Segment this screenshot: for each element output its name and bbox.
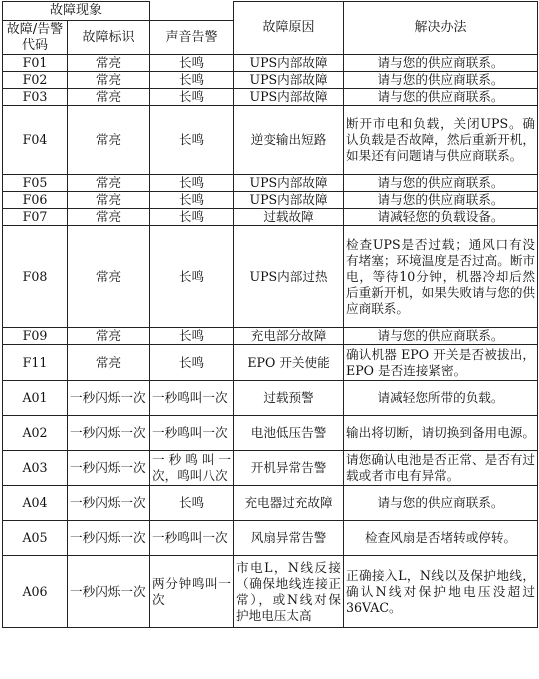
table-row — [3, 209, 538, 226]
table-row — [3, 345, 538, 381]
fault-cause-cell: 电池低压告警 — [234, 416, 344, 451]
fault-code-cell: F04 — [3, 106, 68, 175]
fault-indicator-cell: 常亮 — [68, 226, 150, 328]
fault-cause-cell: UPS内部故障 — [234, 72, 344, 89]
solution-cell: 请与您的供应商联系。 — [344, 89, 538, 106]
fault-indicator-cell: 常亮 — [68, 209, 150, 226]
fault-indicator-cell: 常亮 — [68, 175, 150, 192]
solution-cell: 断开市电和负载，关闭UPS。确认负载是否故障，然后重新开机，如果还有问题请与供应商联系。 — [344, 106, 538, 175]
solution-cell: 正确接入L，N线以及保护地线，确认N线对保护地电压没超过36VAC。 — [344, 556, 538, 628]
audible-alarm-cell: 长鸣 — [150, 106, 234, 175]
table-row — [3, 416, 538, 451]
audible-alarm-cell: 长鸣 — [150, 209, 234, 226]
solution-cell: 请减轻您所带的负载。 — [344, 381, 538, 416]
fault-indicator-cell: 一秒闪烁一次 — [68, 486, 150, 521]
audible-alarm-cell: 一秒鸣叫一次，鸣叫八次 — [150, 451, 234, 486]
table-row — [3, 556, 538, 628]
header-row-1 — [3, 2, 538, 21]
fault-indicator-cell: 常亮 — [68, 55, 150, 72]
fault-cause-cell: 充电器过充故障 — [234, 486, 344, 521]
fault-cause-cell: UPS内部故障 — [234, 175, 344, 192]
fault-cause-cell: 开机异常告警 — [234, 451, 344, 486]
header-empty — [150, 2, 234, 21]
table-body — [3, 55, 538, 628]
fault-cause-cell: UPS内部过热 — [234, 226, 344, 328]
fault-code-table — [2, 1, 538, 628]
audible-alarm-cell: 两分钟鸣叫一次 — [150, 556, 234, 628]
header-fault-phenomenon: 故障现象 — [3, 2, 150, 21]
table-row — [3, 381, 538, 416]
fault-code-cell: A01 — [3, 381, 68, 416]
solution-cell: 请与您的供应商联系。 — [344, 486, 538, 521]
fault-code-cell: F05 — [3, 175, 68, 192]
fault-indicator-cell: 常亮 — [68, 106, 150, 175]
table-row — [3, 89, 538, 106]
fault-cause-cell: UPS内部故障 — [234, 89, 344, 106]
fault-cause-cell: 充电部分故障 — [234, 328, 344, 345]
fault-code-cell: F01 — [3, 55, 68, 72]
fault-cause-cell: EPO 开关使能 — [234, 345, 344, 381]
fault-code-cell: F11 — [3, 345, 68, 381]
fault-cause-cell: 风扇异常告警 — [234, 521, 344, 556]
solution-cell: 请与您的供应商联系。 — [344, 72, 538, 89]
audible-alarm-cell: 长鸣 — [150, 175, 234, 192]
audible-alarm-cell: 长鸣 — [150, 72, 234, 89]
header-solution: 解决办法 — [344, 2, 538, 55]
fault-indicator-cell: 常亮 — [68, 345, 150, 381]
solution-cell: 请与您的供应商联系。 — [344, 175, 538, 192]
table-row — [3, 521, 538, 556]
fault-indicator-cell: 常亮 — [68, 192, 150, 209]
fault-code-cell: F06 — [3, 192, 68, 209]
fault-cause-cell: 市电L，N线反接（确保地线连接正常），或N线对保护地电压太高 — [234, 556, 344, 628]
audible-alarm-cell: 长鸣 — [150, 89, 234, 106]
table-row — [3, 72, 538, 89]
fault-indicator-cell: 一秒闪烁一次 — [68, 556, 150, 628]
fault-code-cell: F09 — [3, 328, 68, 345]
audible-alarm-cell: 一秒鸣叫一次 — [150, 416, 234, 451]
table-row — [3, 55, 538, 72]
audible-alarm-cell: 长鸣 — [150, 55, 234, 72]
fault-cause-cell: UPS内部故障 — [234, 192, 344, 209]
solution-cell: 输出将切断，请切换到备用电源。 — [344, 416, 538, 451]
solution-cell: 请与您的供应商联系。 — [344, 55, 538, 72]
fault-indicator-cell: 一秒闪烁一次 — [68, 451, 150, 486]
fault-code-cell: F08 — [3, 226, 68, 328]
fault-code-cell: A04 — [3, 486, 68, 521]
solution-cell: 请与您的供应商联系。 — [344, 192, 538, 209]
fault-code-cell: A05 — [3, 521, 68, 556]
audible-alarm-cell: 长鸣 — [150, 328, 234, 345]
fault-code-cell: F03 — [3, 89, 68, 106]
header-fault-indicator: 故障标识 — [68, 21, 150, 55]
fault-indicator-cell: 一秒闪烁一次 — [68, 416, 150, 451]
audible-alarm-cell: 一秒鸣叫一次 — [150, 521, 234, 556]
audible-alarm-cell: 一秒鸣叫一次 — [150, 381, 234, 416]
fault-code-cell: F02 — [3, 72, 68, 89]
header-fault-code: 故障/告警代码 — [3, 21, 68, 55]
fault-cause-cell: 过载预警 — [234, 381, 344, 416]
solution-cell: 请与您的供应商联系。 — [344, 328, 538, 345]
table-row — [3, 175, 538, 192]
table-row — [3, 106, 538, 175]
fault-code-cell: A06 — [3, 556, 68, 628]
table-row — [3, 486, 538, 521]
fault-cause-cell: 逆变输出短路 — [234, 106, 344, 175]
fault-code-cell: A03 — [3, 451, 68, 486]
solution-cell: 请减轻您的负载设备。 — [344, 209, 538, 226]
fault-cause-cell: UPS内部故障 — [234, 55, 344, 72]
table-row — [3, 451, 538, 486]
fault-indicator-cell: 常亮 — [68, 328, 150, 345]
fault-indicator-cell: 一秒闪烁一次 — [68, 521, 150, 556]
solution-cell: 请您确认电池是否正常、是否有过载或者市电有异常。 — [344, 451, 538, 486]
table-row — [3, 192, 538, 209]
audible-alarm-cell: 长鸣 — [150, 345, 234, 381]
fault-code-cell: A02 — [3, 416, 68, 451]
fault-indicator-cell: 一秒闪烁一次 — [68, 381, 150, 416]
solution-cell: 检查风扇是否堵转或停转。 — [344, 521, 538, 556]
table-row — [3, 328, 538, 345]
header-fault-cause: 故障原因 — [234, 2, 344, 55]
fault-cause-cell: 过载故障 — [234, 209, 344, 226]
fault-indicator-cell: 常亮 — [68, 72, 150, 89]
table-row — [3, 226, 538, 328]
solution-cell: 检查UPS是否过载；通风口有没有堵塞；环境温度是否过高。断市电，等待10分钟，机器冷却后然后重新开机，如果失败请与您的供应商联系。 — [344, 226, 538, 328]
solution-cell: 确认机器 EPO 开关是否被拔出，EPO 是否连接紧密。 — [344, 345, 538, 381]
audible-alarm-cell: 长鸣 — [150, 486, 234, 521]
fault-code-cell: F07 — [3, 209, 68, 226]
header-audible-alarm: 声音告警 — [150, 21, 234, 55]
audible-alarm-cell: 长鸣 — [150, 192, 234, 209]
fault-indicator-cell: 常亮 — [68, 89, 150, 106]
audible-alarm-cell: 长鸣 — [150, 226, 234, 328]
